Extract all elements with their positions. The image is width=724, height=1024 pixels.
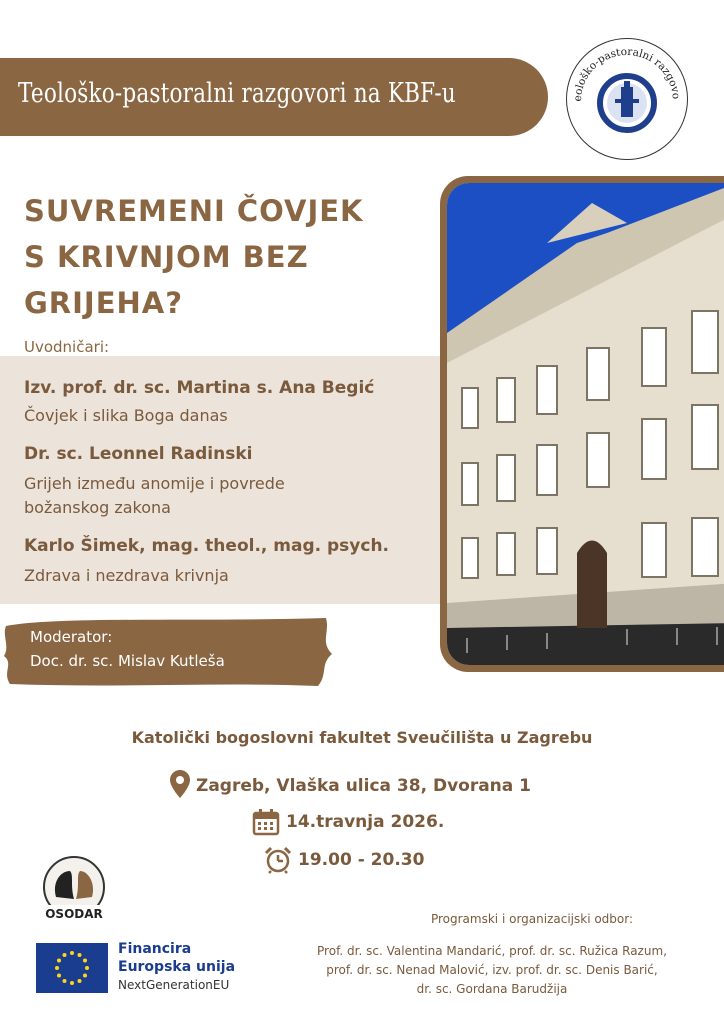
- map-pin-icon: [170, 770, 190, 798]
- event-title-line-2: S KRIVNJOM BEZ: [24, 240, 309, 274]
- committee-line-1: Prof. dr. sc. Valentina Mandarić, prof. dr. sc. Ružica Razum,: [317, 944, 667, 958]
- eu-star: [83, 959, 87, 963]
- speaker-3-name: Karlo Šimek, mag. theol., mag. psych.: [24, 536, 390, 556]
- eu-star: [57, 959, 61, 963]
- speakers-label: Uvodničari:: [24, 338, 110, 356]
- eu-star: [83, 974, 87, 978]
- location-text: Zagreb, Vlaška ulica 38, Dvorana 1: [196, 776, 532, 796]
- header-banner: [0, 58, 548, 136]
- committee-line-3: dr. sc. Gordana Barudžija: [416, 982, 568, 996]
- osodar-label: OSODAR: [45, 907, 103, 921]
- alarm-clock-icon: [264, 846, 292, 874]
- speaker-1-topic: Čovjek i slika Boga danas: [24, 406, 228, 425]
- eu-flag: [36, 943, 108, 993]
- eu-funding-line-1: Financira: [118, 941, 192, 957]
- event-title-line-1: SUVREMENI ČOVJEK: [24, 194, 364, 228]
- speaker-3-topic: Zdrava i nezdrava krivnja: [24, 566, 229, 585]
- series-logo: [566, 38, 688, 160]
- eu-star: [70, 951, 74, 955]
- eu-star: [70, 981, 74, 985]
- speaker-2-topic-line-2: božanskog zakona: [24, 498, 171, 517]
- eu-funding-line-3: NextGenerationEU: [118, 978, 230, 992]
- eu-star: [78, 979, 82, 983]
- osodar-logo: [34, 855, 120, 925]
- eu-star: [55, 966, 59, 970]
- event-series-title: Teološko-pastoralni razgovori na KBF-u: [18, 78, 456, 109]
- event-title-line-3: GRIJEHA?: [24, 286, 184, 320]
- time-text: 19.00 - 20.30: [298, 850, 425, 870]
- speaker-2-name: Dr. sc. Leonnel Radinski: [24, 444, 253, 464]
- date-text: 14.travnja 2026.: [286, 812, 445, 832]
- speaker-2-topic-line-1: Grijeh između anomije i povrede: [24, 474, 285, 493]
- calendar-icon: [252, 808, 280, 836]
- moderator-label: Moderator:: [30, 628, 113, 646]
- eu-star: [85, 966, 89, 970]
- eu-star: [78, 953, 82, 957]
- speaker-1-name: Izv. prof. dr. sc. Martina s. Ana Begić: [24, 378, 375, 398]
- moderator-brush-background: [0, 612, 334, 690]
- eu-funding-line-2: Europska unija: [118, 959, 236, 975]
- committee-members: [270, 942, 714, 999]
- event-title: [24, 188, 364, 326]
- committee-title: Programski i organizacijski odbor:: [430, 912, 634, 926]
- moderator-name: Doc. dr. sc. Mislav Kutleša: [30, 652, 225, 670]
- faculty-building-photo: [447, 183, 724, 665]
- committee-line-2: prof. dr. sc. Nenad Malović, izv. prof. dr. sc. Denis Barić,: [326, 963, 658, 977]
- venue-name: Katolički bogoslovni fakultet Sveučilišta u Zagrebu: [131, 728, 593, 747]
- logo-arc-text: eološko-pastoralni razgovo: [571, 45, 683, 102]
- eu-star: [57, 974, 61, 978]
- eu-star: [63, 979, 67, 983]
- eu-star: [63, 953, 67, 957]
